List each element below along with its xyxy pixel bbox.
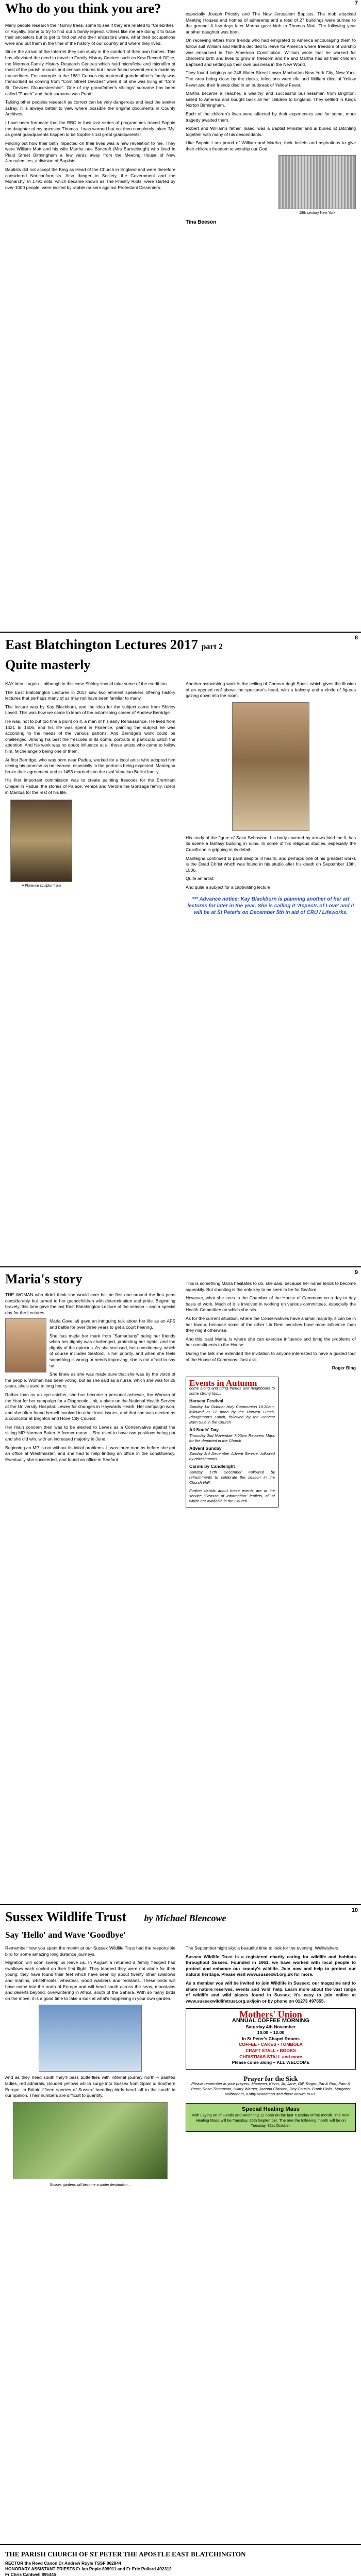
event-details: Sunday 1st October Holy Communion 10.30am, followed at 12 noon by the Harvest Lunch, Ploughman's Lunch, followed by the Harvest Barn Sale in the Church [189,1404,275,1425]
paragraph: Robert and William's father, Isaac, was a Baptist Minister and is buried at Ditchling together with many of his descendants. [186,126,356,137]
paragraph: Beginning an MP is not without its initial problems. It was three months before she got an office at Westminster, and she had to help finding an office in the constituency. Eventually she succeeded, and found an office in Seaford. [5,1445,175,1462]
events-footer: Further details about these events are in the service "Season of Information" leaflets, all of which are available in the Church [189,1488,275,1503]
mu-line: CHRISTMAS STALL and more [239,2054,302,2059]
page-number: 8 [354,635,358,641]
prayer-text: Please remember in your prayers: Maureen, Kevin, Jo, Jane, Gill, Roger, Pat & Ron, Pam & Peter, Rose Thompson, Hilary Warner, Joanna Clacken, Roy Cousin, Frank Bicks, Margaret Wilbraham, Kathy Woodman and those known to us. [191,2081,351,2097]
swallows-photo [39,2005,142,2072]
event-details: Sunday 17th December Followed by refreshments to celebrate the season in the Church Hall [189,1469,275,1485]
paragraph: Migration will soon sweep us leave us. In August a returned a family fledged had swallows each cooled on their first flight. They learned they were not alone for their young: they have found their feet which have been by about twenty other swallows and martins, whitethroats, wheatear, wood warblers and redstarts. These birds will have come into the north of Europe and will head south across the seas, mountains and deserts beyond, overwintering in Africa, south of the Sahara. With so many birds on the move, it is a good time to take a look at what's happening in your own garden. [5,1960,175,2001]
directory-line: Fr Chris Caldwell 895445 [5,2572,56,2576]
paragraph: Maria Cavellati gave an intriguing talk about her life as an AFS and battle for over three years to get a court hearing. [50,1318,175,1330]
paragraph: Quite an artist. [186,876,215,882]
paragraph: Finding out how their birth impacted on their lives was a new revelation to me. They were William Mott and his wife Martha nee Bancroft (Mrs Barraclough) who lived in Plaid Street Birmingham a few yards away from the Meeting House of New Jerusalemites, a division of Baptists. [5,140,175,164]
mu-line: Saturday 4th November [245,2024,296,2029]
byline: by Michael Blencowe [144,1913,226,1923]
event-name: All Souls' Day [189,1427,219,1432]
paragraph: Since the arrival of the Internet they can study in the comfort of their own homes. This has alleviated the need to travel to Family History Centres such as Kew Record Office, the Mormon Family History Research Centres which held microfiche and microfilm of most of the parish records and census returns but I have found several errors made by transcribers. For example in the 1881 Census my maternal grandmother's family was transcribed as coming from "Corn Street Devizes" when it lot she was living at "Corn St. Devizes Gloucestershire". One of my grandfather's siblings' surname has been called "Punch" and their surname was Pond! [5,49,175,96]
mu-line: 10.00 – 12.00 [257,2030,285,2036]
paragraph: And this, said Maria, is where she can exercise influence and bring the problems of her constituents to the House. [186,1336,356,1348]
page-number: 10 [351,1907,358,1913]
event-name: Harvest Festival [189,1398,223,1404]
title-text: East Blatchington Lectures 2017 [5,637,198,652]
image-caption: Sussex gardens will become a winter destination... [50,2183,131,2187]
event-item [189,1398,275,1425]
saint-sebastian-image [232,702,309,831]
paragraph: Martha became a Teacher, a wealthy and successful businessman from Brighton, sailed to America and bought back all her children to England. They settled in Kings Norton Birmingham. [186,91,356,108]
events-box [186,1377,278,1507]
paragraph: His study of the figure of Saint Sebastian, his body covered by arrows hind the li, has its scene a fantasy building in ruins. In some of his religious studies, especially the Crucifixion is gripping in its detail. [186,835,356,852]
page-title: Maria's story [5,1272,83,1286]
paragraph: Sussex Wildlife Trust is a registered charity caring for wildlife and habitats throughout Sussex. Founded in 1961, we have worked with local people to protect and enhance our county's wildlife. Join now and help to protect our natural heritage. Please visit www.sussexwt.org.uk for more. [186,1954,356,1977]
subtitle: Say 'Hello' and Wave 'Goodbye' [5,1930,126,1940]
page-7 [0,0,361,633]
article-column-right [186,1945,356,2132]
painting-image [10,800,72,882]
healing-mass-box [186,2103,356,2132]
paragraph: They found lodgings on 248 Water Street Lower Manhattan New York City, New York. The area being close by the docks, infections were rife and William died of Yellow Fever and their friends died in an outbreak of Yellow Fever. [186,70,356,88]
mu-subtitle: ANNUAL COFFEE MORNING [232,2017,310,2024]
page-11 [0,2547,361,2576]
paragraph: Another astonishing work is the ceiling of Camera degli Sposi, which gives the illusion of an opened roof above the spectator's head, with a balcony and a circle of figures gazing down into the room. [186,681,356,699]
mu-line: COFFEE • CAKES • TOMBOLA [239,2042,303,2047]
mu-line: CRAFT STALL • BOOKS [245,2047,296,2053]
image-caption: 18th century New York [299,211,336,215]
mu-line: Please come along – ALL WELCOME [232,2060,310,2065]
event-item [189,1464,275,1485]
paragraph: However, what she sees in the Chamber of the House of Commons on a day to day basis of work. Much of it is involved in working on various committees, especially the Health Committee on which she sits. [186,1295,356,1313]
events-intro: come along and bring friends and neighbours to some strong tips... [189,1386,275,1396]
directory-title: THE PARISH CHURCH OF ST PETER THE APOSTLE EAST BLATCHINGTON [5,2550,246,2558]
paragraph: The East Blatchington Lectures in 2017 saw two eminent speakers offering history lectures that perhaps many of us may not have been familiar to many. [5,689,175,701]
mu-line: In St Peter's Chapel Rooms [242,2036,300,2041]
paragraph: Mantegna continued to paint despite ill health, and perhaps one of his greatest works is the Dead Christ which was found in his studio after his death on September 13th, 1506. [186,855,356,873]
paragraph: On receiving letters from friends who had emigrated to America encouraging them to follow suit William and Martha decided to leave for America where freedom of worship was enshrined in The American Constitution. William wrote that he worked for children's birth and lives to grow in freedom and he and Martha had all their children Baptised and setting up their own business in the New World. [186,38,356,67]
subtitle: Quite masterly [5,657,91,672]
event-item [189,1446,275,1462]
title-suffix: part 2 [201,642,223,651]
paragraph: As a member you will be invited to join Wildlife in Sussex: our magazine and to share nature reserves, events and 'wild' help. Learn more about the vast range of wildlife and wild places found in Sussex. It's easy to join online at www.sussexwildlifetrust.org.uk/join or by phone on 01273 497555. [186,1980,356,2004]
event-name: Carols by Candlelight [189,1464,235,1469]
paragraph: This is something Maria hesitates to do, she said, because her name tends to become squeakily. But shooting is the only key to be seen to be for Seaford. [186,1281,356,1292]
event-item [189,1427,275,1444]
paragraph: I have been fortunate that the BBC in their last series of programmes traced Sophie the daughter of my ancestor Thomas. I was warned but not then completely taken 'My' as great grandparents happen to be Sophie's 1st great grandparents! [5,120,175,138]
paragraph: She knew as she was made sure that she was by the voice of the people. Women had been voting, but as she said as a nurse, which she was for 25 years, she's used to long hours. [5,1371,175,1389]
article-column-right [186,11,356,226]
directory-line: HONORARY ASSISTANT PRIESTS Fr Ian Pople 899911 and Fr Eric Pollard 492312 [5,2566,172,2571]
page-divider [0,1266,361,1267]
page-title [5,637,223,653]
paragraph: The September night sky: a beautiful time to look for the evening. Wellwishers. [186,1945,340,1951]
event-details: Thursday 2nd November 7.00pm Requiem Mass for the departed in the Church [189,1433,275,1443]
page-9 [0,1269,361,1905]
healing-title: Special Healing Mass [242,2106,300,2113]
article-column-left [5,1292,175,1465]
paragraph: At first Berridge, who was born near Padua, worked for a local artist who adopted him seeing his promise as he learned, especially in the portraits being expected. Mantegna broke their agreement and in 1453 married into the rival Venetian Bellini family. [5,757,175,774]
article-column-left [5,1945,175,2188]
healing-text: with Laying on of Hands and Anointing 12 noon on the last Tuesday of the month. The next Healing Mass will be Tuesday, 26th September. The one the following month will be on Tuesday, 31st October. [192,2112,350,2128]
paragraph: She has made her mark from "Samaritans" being her friends when her dignity was challenged, protecting her rights, and the dignity of the opinions. As she stressed, her constituency, which of course includes Seaford, is her priority, and when she feels something is wrong or needs improving, she is not afraid to say so. [50,1333,175,1368]
prayer-title: Prayer for the Sick [243,2074,298,2082]
paragraph: Like Sophie I am proud of William and Martha, their beliefs and aspirations to give their children freedom to worship our God. [186,140,356,151]
page-title: Who do you think you are? [5,1,161,16]
events-title: Events in Autumn [189,1378,257,1388]
article-column-right [186,1281,356,1507]
paragraph: The lecture was by Kay Blackburn, and the idea for the subject came from Shirley Lovell. This was how we came to learn of the astonishing career of Andrew Berridge. [5,704,175,716]
event-name: Advent Sunday [189,1445,222,1451]
author-name: Roger Bing [332,1365,356,1371]
new-york-engraving-image [278,155,356,209]
garden-photo [13,2102,168,2179]
paragraph: THE WOMAN who didn't think she would ever be the first one around the first peas considerably but turned to her grandchildren with determination and pride. Beginning bravely, this time gave the last East Blatchington Lecture of the season – and a special day for the Lectures. [5,1292,175,1315]
paragraph: Each of the children's lives were affected by their experiences and for some, more tragedy awaited them. [186,111,356,123]
paragraph: During the talk she extended the invitation to anyone interested to have a guided tour of the House of Commons. Just ask. [186,1350,356,1362]
page-10 [0,1907,361,2545]
page-number: 9 [354,1269,358,1276]
paragraph: As for the current situation, where the Conservatives have a small majority, it can be in her favour, because some of the other Lib Dem benches have more influence than they might otherwise. [186,1315,356,1333]
paragraph: Talking other peoples research as correct can be very dangerous and lead the seeker astray. It is always better to view where possible the original documents in County Archives. [5,99,175,117]
paragraph: His first important commission was to create painting frescoes for the Eremitani Chapel in Padua, the stories of Palace, Venice and Verona the Gonzaga family, rulers in Mantua for the rest of his life. [5,777,175,795]
event-details: Sunday 3rd December Advent Service, followed by refreshments [189,1451,275,1462]
paragraph: And as they head south they'll pass butterflies with internal journey north – painted ladies, red admirals, clouded yellows which surge into Sussex from Spain & Southern Europe. In Britain fifteen species of Sussex' breeding birds head 'off to the south' in our opinion. Their numbers are difficult to quantify. [5,2075,175,2098]
advance-notice: *** Advance notice: Kay Blackburn is planning another of her art lectures for later in the year. She is calling it 'Aspects of Love' and it will be at St Peter's on December 5th in aid of CRU / Lifeworks. [187,896,354,916]
page-divider [0,632,361,633]
prayer-box [186,2074,356,2099]
mu-title: Mothers' Union [239,2009,302,2020]
paragraph: Many people research their family trees, some to see if they are related to "Celebrities" or Royalty. Some to try to find out a family legend. Others like me are doing it to trace their ancestors but to get to find out who their ancestors were, what their occupations were and put them in the time of the history of our country and where they lived. [5,23,175,46]
directory-line: RECTOR the Revd Canon Dr Andrew Royle TSSF 062844 [5,2561,121,2566]
article-column-right [186,681,356,916]
mothers-union-box [186,2008,356,2069]
page-divider [0,2544,361,2545]
paragraph: Baptists did not accept the King as Head of the Church in England and were therefore considered Nonconformists. Also danger to Society, the Government and the Monarchy. In 1791 riots, which became known as The Priestly Riots, were started by over 1000 people, were incited by rabble rousers against Protestant Dissenters. [5,167,175,190]
page-8 [0,635,361,1267]
paragraph: And quite a subject for a captivating lecture. [186,884,272,890]
page-header [5,1909,356,1925]
paragraph: Her main concern then was to be elected to Lewes as a Conservative against the sitting MP Norman Baker. A former nurse... She used to have two positions being put and she did win, with an increased majority in June. [5,1424,175,1442]
article-column-left [5,681,175,889]
paragraph: KAY idea it again – although in this case Shirley should take some of the credit too. [5,681,168,686]
paragraph: Remember how you spent the month at our Sussex Wildlife Trust had the responsible bird for some amazing long distance journeys. [5,1945,175,1957]
paragraph: He was, not to put too fine a point on it, a man of his early Renaissance. He lived from 1421 to 1506, and his life was spent in Florence, painting the subject he was according to the needs of the various patrons. And Berridge's work could be challenged. Among his best the frescoes in its dome, portraits in particular catch the attention. And his work was no doubt influence at all those artists who came to follow him, Michelangelo being one of them. [5,718,175,754]
speaker-photo [5,1318,46,1372]
author-name: Tina Beeson [186,219,217,226]
article-column-left [5,23,175,193]
image-caption: A Florence sculptor from [22,884,61,888]
page-number: 7 [354,0,358,6]
paragraph: especially Joseph Priestly and The New Jerusalem Baptists. The mob attacked Meeting Houses and homes of adherents and a total of 27 buildings were burned to the ground! A few days later Martha gave birth to Thomas Mott. The following year another daughter was born. [186,11,356,35]
paragraph: Rather than as an eye-catcher, she has become a personal achiever, the Woman of the Year for her campaign for a Diagnostic Unit, a place on the National Health Service at the University Hospital. Lewes for changes in Haywards Heath. Her campaign won, and she often found herself involved in other local issues; and that she was elected as a councillor at Brighton and Hove City Council. [5,1392,175,1421]
page-title: Sussex Wildlife Trust [5,1909,127,1924]
directory-lines [5,2561,356,2576]
page-divider [0,1904,361,1905]
